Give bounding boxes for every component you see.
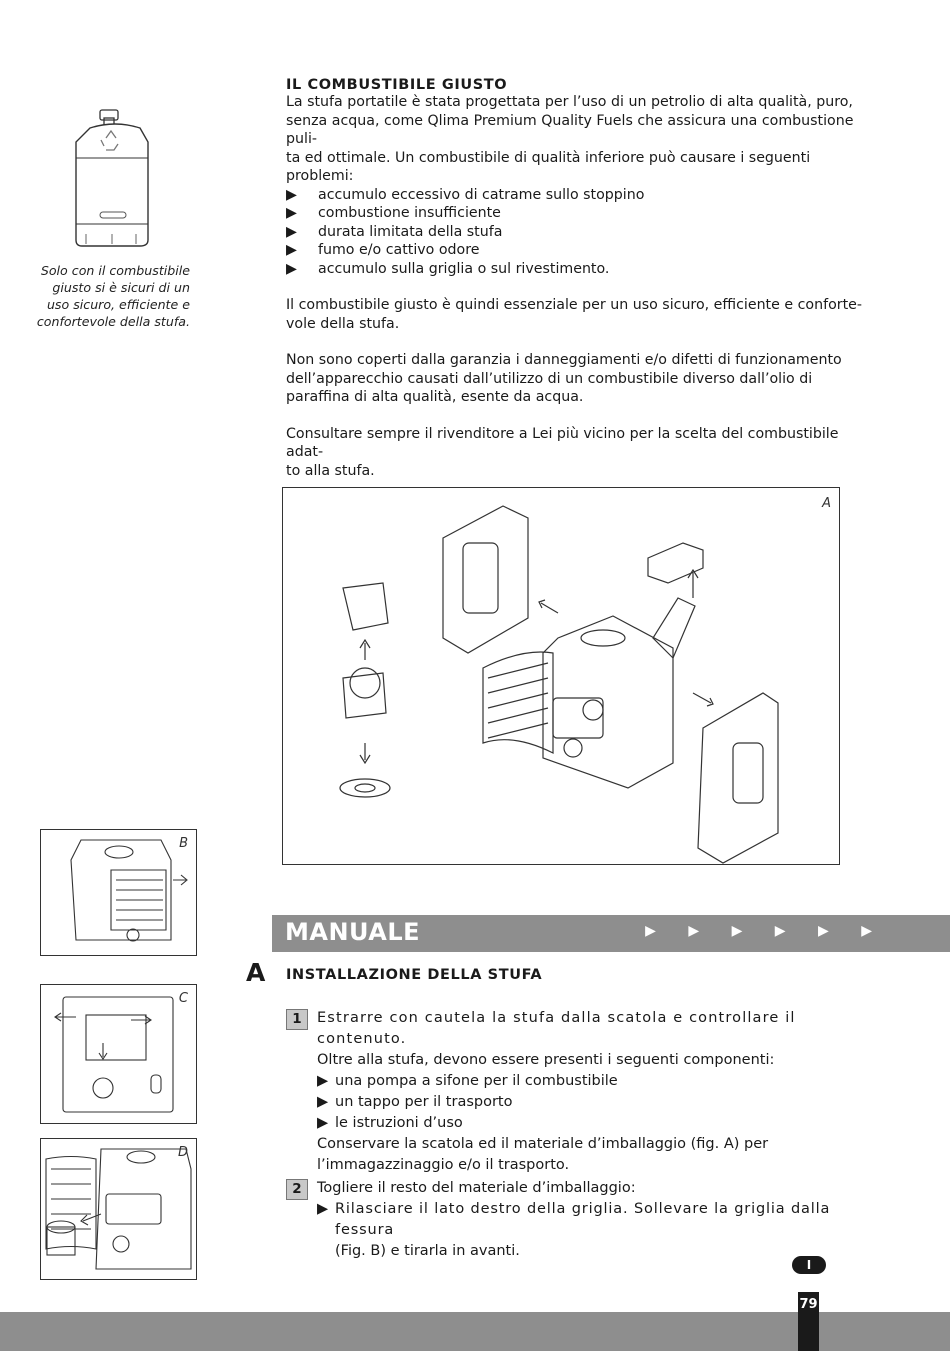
list-item	[286, 186, 871, 205]
list-item-text: una pompa a sifone per il combustibile	[335, 1073, 618, 1089]
text-line: Consultare sempre il rivenditore a Lei più vicino per la scelta del combustibile adat-	[286, 425, 839, 460]
list-item	[286, 241, 871, 260]
grille-removal-drawing	[41, 830, 196, 955]
arrow-right-icon: ▶	[286, 242, 297, 258]
text-line: Togliere il resto del materiale d’imballaggio:	[317, 1180, 636, 1196]
figure-label: C	[178, 991, 188, 1006]
list-item-text: accumulo sulla griglia o sul rivestimento.	[318, 260, 610, 277]
language-badge: I	[792, 1256, 826, 1274]
paragraph	[286, 351, 871, 407]
text-line: ta ed ottimale. Un combustibile di qualità inferiore può causare i seguenti problemi:	[286, 149, 811, 184]
section-band	[272, 915, 950, 952]
fuel-can-illustration	[70, 108, 160, 250]
text-line: to alla stufa.	[286, 462, 375, 479]
text-line: Oltre alla stufa, devono essere presenti i seguenti componenti:	[317, 1052, 775, 1068]
text-line: Conservare la scatola ed il materiale d’imballaggio (fig. A) per	[317, 1136, 769, 1152]
caption-line: uso sicuro, efficiente e	[46, 297, 190, 312]
transport-cap-drawing	[41, 985, 196, 1123]
arrow-right-icon: ▶	[286, 205, 297, 221]
step-1-content	[317, 1008, 871, 1176]
list-item-text: accumulo eccessivo di catrame sullo stoppino	[318, 186, 645, 203]
text-line: senza acqua, come Qlima Premium Quality Fuels che assicura una combustione puli-	[286, 112, 854, 147]
figure-b	[40, 829, 197, 956]
section-heading: IL COMBUSTIBILE GIUSTO	[286, 77, 508, 93]
arrow-right-icon: ▶	[317, 1115, 329, 1131]
list-item	[317, 1113, 871, 1134]
text-line: paraffina di alta qualità, esente da acqua.	[286, 389, 584, 405]
figure-c	[40, 984, 197, 1124]
figure-label: A	[822, 496, 831, 511]
arrow-right-icon: ▶	[317, 1201, 329, 1217]
component-list	[317, 1071, 871, 1134]
problem-list	[286, 186, 871, 279]
section-marker: A	[246, 958, 266, 987]
list-item-text: durata limitata della stufa	[318, 223, 503, 240]
arrow-right-icon: ▶	[317, 1073, 329, 1089]
figure-a	[282, 487, 840, 865]
caption-line: confortevole della stufa.	[36, 314, 190, 329]
arrow-right-icon: ▶	[286, 186, 297, 203]
arrow-right-icon: ▶	[286, 223, 297, 240]
step-number: 2	[286, 1179, 308, 1200]
list-item-text: le istruzioni d’uso	[335, 1115, 463, 1131]
list-item	[317, 1199, 871, 1262]
band-arrows-icon: ▶ ▶ ▶ ▶ ▶ ▶	[645, 923, 886, 939]
list-item	[286, 260, 871, 279]
exploded-stove-drawing	[283, 488, 839, 864]
fuel-section	[286, 77, 871, 480]
intro-paragraph	[286, 93, 871, 186]
list-item	[286, 223, 871, 242]
text-line: (Fig. B) e tirarla in avanti.	[335, 1243, 520, 1259]
text-line: Il combustibile giusto è quindi essenziale per un uso sicuro, efficiente e conforte-	[286, 297, 862, 313]
page-number-text: 79	[799, 1297, 818, 1312]
step-2-content	[317, 1178, 871, 1262]
fuel-caption	[30, 262, 190, 330]
arrow-right-icon: ▶	[286, 260, 297, 277]
paragraph	[286, 296, 871, 333]
caption-line: giusto si è sicuri di un	[52, 280, 190, 295]
page-number	[798, 1292, 819, 1351]
section-heading: INSTALLAZIONE DELLA STUFA	[286, 967, 543, 983]
list-item	[317, 1071, 871, 1092]
arrow-right-icon: ▶	[317, 1094, 329, 1110]
paragraph	[286, 425, 871, 481]
text-line: Non sono coperti dalla garanzia i danneggiamenti e/o difetti di funzionamento	[286, 352, 842, 368]
caption-line: Solo con il combustibile	[40, 263, 190, 278]
figure-label: D	[177, 1145, 188, 1160]
figure-label: B	[179, 836, 188, 851]
text-line: Estrarre con cautela la stufa dalla scatola e controllare il contenuto.	[317, 1010, 796, 1047]
list-item-text: combustione insufficiente	[318, 205, 501, 221]
text-line: La stufa portatile è stata progettata per l’uso di un petrolio di alta qualità, puro,	[286, 94, 853, 110]
burner-removal-drawing	[41, 1139, 196, 1279]
figure-d	[40, 1138, 197, 1280]
band-title: MANUALE	[285, 918, 421, 946]
text-line: l’immagazzinaggio e/o il trasporto.	[317, 1157, 570, 1173]
text-line: dell’apparecchio causati dall’utilizzo di un combustibile diverso dall’olio di	[286, 370, 813, 387]
text-line: vole della stufa.	[286, 315, 400, 332]
step-number: 1	[286, 1009, 308, 1030]
text-line: Rilasciare il lato destro della griglia. Sollevare la griglia dalla fessura	[335, 1201, 831, 1238]
list-item	[317, 1092, 871, 1113]
fuel-can-icon	[70, 108, 160, 250]
list-item-text: un tappo per il trasporto	[335, 1094, 513, 1110]
list-item	[286, 204, 871, 223]
list-item-text: fumo e/o cattivo odore	[318, 242, 480, 258]
